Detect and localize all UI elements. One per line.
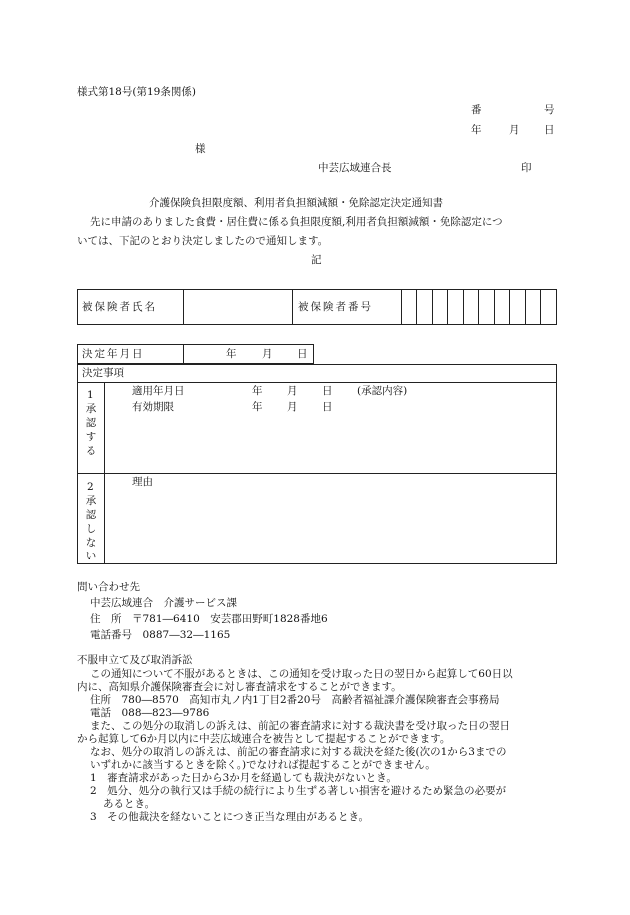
decision-year-label: 年	[226, 348, 237, 360]
valid-year-label: 年	[252, 401, 263, 413]
appeal-line: 1 審査請求があった日から3か月を経過しても裁決がないとき。	[90, 772, 397, 784]
seal-mark: 印	[521, 162, 532, 174]
appeal-line: また、この処分の取消しの訴えは、前記の審査請求に対する裁決書を受け取った日の翌日	[90, 720, 510, 732]
appeal-line: 3 その他裁決を経ないことにつき正当な理由があるとき。	[90, 811, 370, 823]
apply-date-label: 適用年月日	[132, 385, 185, 397]
ban-label: 番	[471, 104, 482, 116]
appeal-line: 2 処分、処分の執行又は手続の続行により生ずる著しい損害を避けるため緊急の必要が	[90, 785, 507, 797]
valid-until-label: 有効期限	[132, 401, 174, 413]
insured-name-label: 被保険者氏名	[82, 301, 157, 313]
appeal-line: 内に、高知県介護保険審査会に対し審査請求をすることができます。	[77, 681, 402, 693]
reject-label: 承認しない	[85, 495, 97, 563]
issuer-name: 中芸広域連合長	[318, 162, 392, 174]
intro-line-2: いては、下記のとおり決定しましたので通知します。	[77, 235, 329, 247]
decision-date-label: 決定年月日	[82, 348, 145, 360]
reject-number: 2	[87, 481, 94, 493]
issue-year-label: 年	[471, 124, 482, 136]
valid-month-label: 月	[287, 401, 298, 413]
gou-label: 号	[544, 104, 555, 116]
appeal-line: から起算して6か月以内に中芸広域連合を被告として提起することができます。	[77, 733, 451, 745]
approve-label: 承認する	[85, 403, 97, 457]
issue-month-label: 月	[509, 124, 520, 136]
contact-address: 住 所 〒781―6410 安芸郡田野町1828番地6	[90, 613, 328, 625]
apply-month-label: 月	[287, 385, 298, 397]
appeal-line: 住所 780―8570 高知市丸ノ内1丁目2番20号 高齢者福祉課介護保険審査会事務局	[90, 694, 500, 706]
approve-content-label: (承認内容)	[357, 385, 408, 397]
appeal-heading: 不服申立て及び取消訴訟	[77, 654, 193, 666]
decision-items-header: 決定事項	[82, 367, 124, 379]
contact-org: 中芸広域連合 介護サービス課	[90, 597, 237, 609]
contact-heading: 問い合わせ先	[77, 581, 140, 593]
valid-day-label: 日	[322, 401, 333, 413]
apply-day-label: 日	[322, 385, 333, 397]
appeal-line: いずれかに該当するときを除く。)でなければ提起することができません。	[90, 759, 436, 771]
insured-number-label: 被保険者番号	[298, 301, 373, 313]
ki-heading: 記	[311, 254, 322, 266]
issue-day-label: 日	[544, 124, 555, 136]
addressee-sama: 様	[195, 143, 206, 155]
appeal-line: この通知について不服があるときは、この通知を受け取った日の翌日から起算して60日以	[90, 668, 513, 680]
intro-line-1: 先に申請のありました食費・居住費に係る負担限度額,利用者負担額減額・免除認定につ	[90, 216, 503, 228]
contact-phone: 電話番号 0887―32―1165	[90, 629, 231, 641]
reason-label: 理由	[132, 476, 153, 488]
form-number: 様式第18号(第19条関係)	[77, 86, 196, 98]
decision-day-label: 日	[297, 348, 308, 360]
appeal-line: あるとき。	[103, 798, 156, 810]
apply-year-label: 年	[252, 385, 263, 397]
approve-number: 1	[87, 389, 94, 401]
appeal-line: 電話 088―823―9786	[90, 707, 210, 719]
appeal-line: なお、処分の取消しの訴えは、前記の審査請求に対する裁決を経た後(次の1から3までの	[90, 746, 507, 758]
decision-month-label: 月	[262, 348, 273, 360]
document-title: 介護保険負担限度額、利用者負担額減額・免除認定決定通知書	[149, 197, 443, 209]
